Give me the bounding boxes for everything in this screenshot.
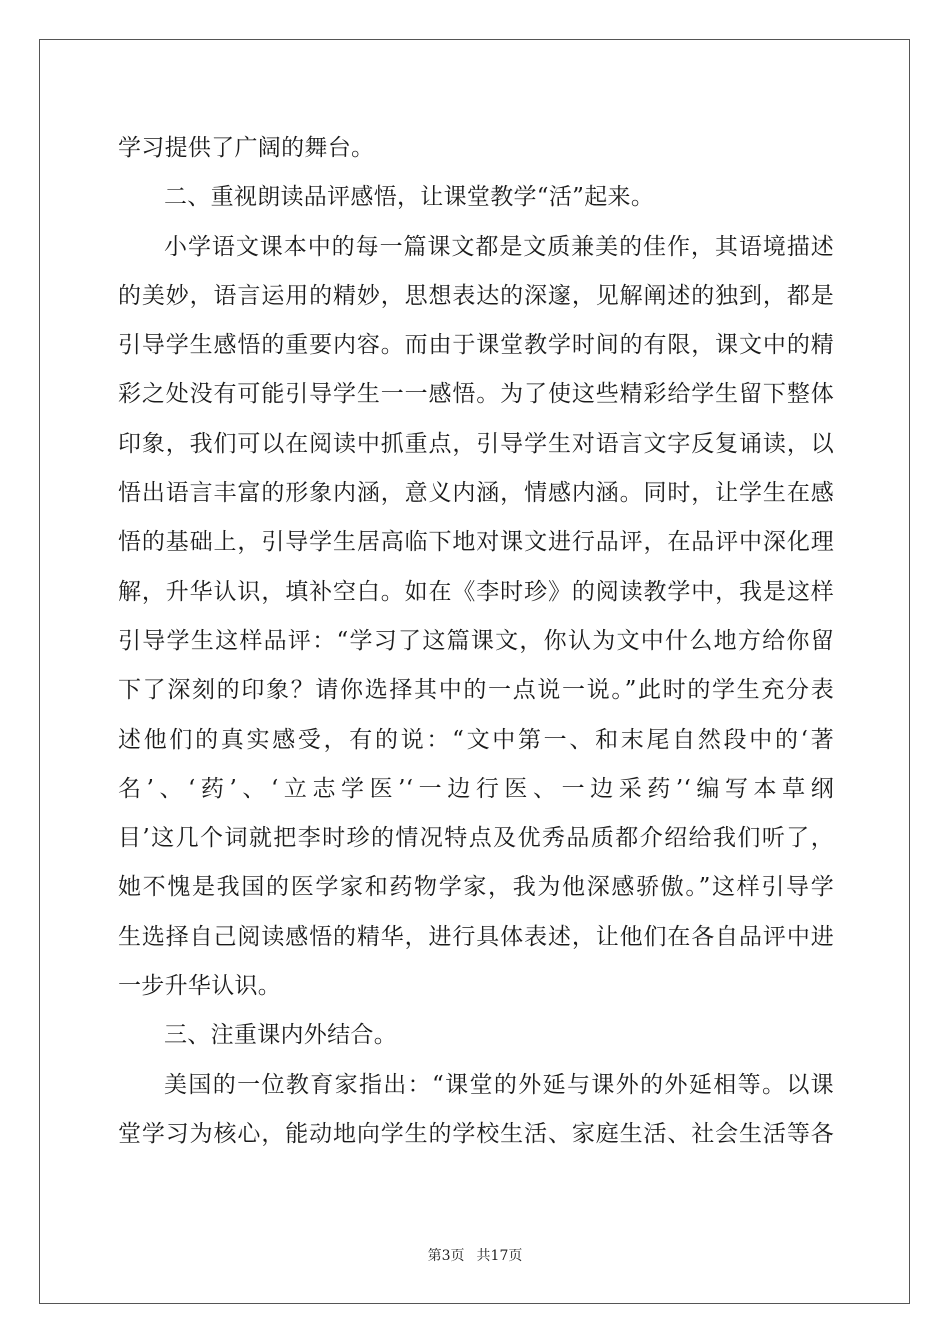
paragraph-line: 悟出语言丰富的形象内涵，意义内涵，情感内涵。同时，让学生在感 — [118, 480, 834, 507]
paragraph-line: 解，升华认识，填补空白。如在《李时珍》的阅读教学中，我是这样 — [118, 578, 834, 605]
paragraph-line: 小学语文课本中的每一篇课文都是文质兼美的佳作，其语境描述 — [164, 233, 834, 260]
page-total: 共17页 — [476, 1248, 523, 1264]
paragraph-line: 的美妙，语言运用的精妙，思想表达的深邃，见解阐述的独到，都是 — [118, 282, 834, 309]
section-heading: 二、重视朗读品评感悟，让课堂教学“活”起来。 — [164, 184, 655, 211]
paragraph-line: 述他们的真实感受，有的说：“文中第一、和末尾自然段中的‘著 — [118, 726, 834, 753]
paragraph-line: 彩之处没有可能引导学生一一感悟。为了使这些精彩给学生留下整体 — [118, 381, 834, 408]
paragraph-line: 生选择自己阅读感悟的精华，进行具体表述，让他们在各自品评中进 — [118, 923, 834, 950]
paragraph-line: 下了深刻的印象？请你选择其中的一点说一说。”此时的学生充分表 — [118, 677, 834, 704]
page-footer — [0, 1245, 950, 1265]
paragraph-line: 一步升华认识。 — [118, 973, 282, 1000]
paragraph-line: 引导学生这样品评：“学习了这篇课文，你认为文中什么地方给你留 — [118, 627, 834, 654]
paragraph-line: 印象，我们可以在阅读中抓重点，引导学生对语言文字反复诵读，以 — [118, 430, 834, 457]
paragraph-line: 堂学习为核心，能动地向学生的学校生活、家庭生活、社会生活等各 — [118, 1120, 834, 1147]
paragraph-line: 她不愧是我国的医学家和药物学家，我为他深感骄傲。”这样引导学 — [118, 874, 834, 901]
paragraph-line: 悟的基础上，引导学生居高临下地对课文进行品评，在品评中深化理 — [118, 529, 834, 556]
paragraph-line: 目’这几个词就把李时珍的情况特点及优秀品质都介绍给我们听了， — [118, 825, 834, 852]
paragraph-line: 名’、‘药’、‘立志学医’‘一边行医、一边采药’‘编写本草纲 — [118, 775, 834, 802]
paragraph-line: 学习提供了广阔的舞台。 — [118, 135, 375, 161]
document-body — [118, 124, 834, 1159]
paragraph-line: 引导学生感悟的重要内容。而由于课堂教学时间的有限，课文中的精 — [118, 332, 834, 359]
paragraph-line: 美国的一位教育家指出：“课堂的外延与课外的外延相等。以课 — [164, 1071, 834, 1098]
page-number: 第3页 — [427, 1248, 465, 1264]
section-heading: 三、注重课内外结合。 — [164, 1022, 397, 1049]
